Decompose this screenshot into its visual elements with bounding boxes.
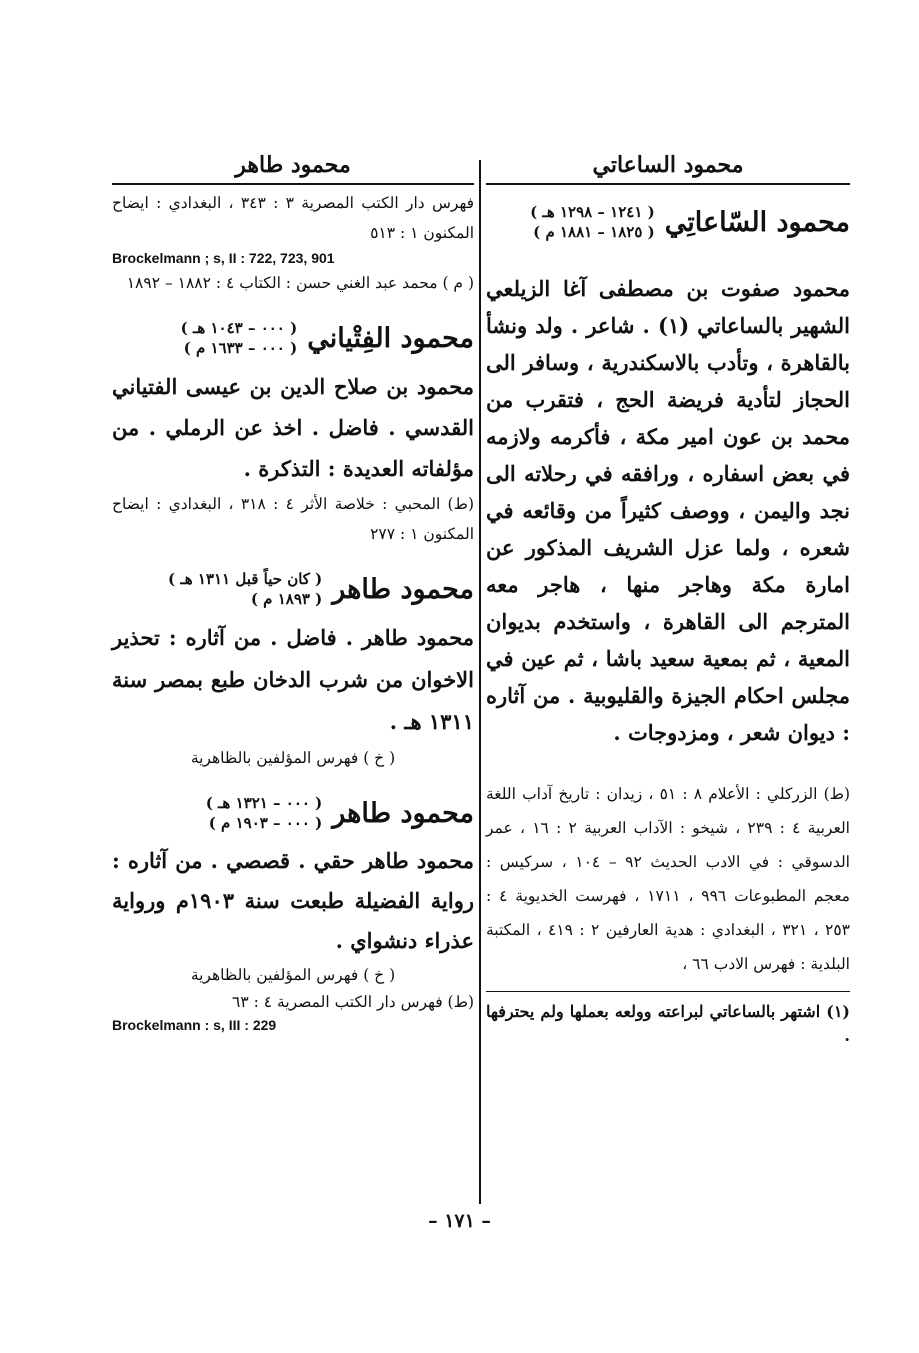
entry-heading — [112, 793, 474, 833]
entry-sources: (ط) الزركلي : الأعلام ٨ : ٥١ ، زيدان : تاريخ آداب اللغة العربية ٤ : ٢٣٩ ، شيخو : الآداب العربية ٢ : ١٦ ، عمر الدسوقي : في الادب الحديث ٩٢ – ١٠٤ ، سركيس : معجم المطبوعات ٩٩٦ ، ١٧١١ ، فهرست الخديوية ٤ : ٢٥٣ ، ٣٢١ ، البغدادي : هدية العارفين ٢ : ٤١٩ ، المكتبة البلدية : فهرس الادب ٦٦ ، — [486, 785, 850, 973]
entry-heading — [486, 202, 850, 242]
entry-dates — [206, 793, 323, 833]
entry-biography: محمود طاهر حقي . قصصي . من آثاره : رواية الفضيلة طبعت سنة ١٩٠٣م ورواية عذراء دنشواي . — [112, 848, 474, 953]
footnote: (١) اشتهر بالساعاتي لبراعته وولعه بعملها ولم يحترفها . — [486, 1002, 850, 1045]
continued-sources-2: ( م ) محمد عبد الغني حسن : الكتاب ٤ : ١٨٨٢ – ١٨٩٢ — [126, 274, 474, 292]
entry-heading — [112, 318, 474, 358]
entry-dates — [530, 202, 655, 242]
dates-hijri: ( كان حياً قبل ١٣١١ هـ ) — [168, 570, 323, 588]
dates-gregorian: ( ١٨٢٥ – ١٨٨١ م ) — [533, 223, 655, 241]
entry-dates — [168, 569, 322, 609]
entry-sources: ( خ ) فهرس المؤلفين بالظاهرية — [190, 749, 396, 767]
continued-latin-reference: Brockelmann ; s, II : 722, 723, 901 — [112, 250, 335, 266]
dates-gregorian: ( ١٨٩٣ م ) — [250, 590, 323, 608]
running-head-left: محمود طاهر — [235, 152, 351, 178]
left-column — [112, 148, 474, 1035]
continued-sources: فهرس دار الكتب المصرية ٣ : ٣٤٣ ، البغدادي : ايضاح المكنون ١ : ٥١٣ — [112, 194, 474, 242]
entry-biography: محمود بن صلاح الدين بن عيسى الفتياني القدسي . فاضل . اخذ عن الرملي . من مؤلفاته العديدة : التذكرة . — [112, 374, 474, 481]
entry-name: محمود السّاعاتِي — [664, 206, 850, 238]
entry-sources: ( خ ) فهرس المؤلفين بالظاهرية — [190, 966, 396, 984]
running-head-right: محمود الساعاتي — [592, 152, 744, 178]
entry-name: محمود الفِتْياني — [307, 322, 474, 354]
dates-hijri: ( ٠٠٠ – ١٣٢١ هـ ) — [205, 794, 323, 812]
dates-gregorian: ( ٠٠٠ – ١٩٠٣ م ) — [208, 814, 323, 832]
entry-sources-2: (ط) فهرس دار الكتب المصرية ٤ : ٦٣ — [232, 993, 474, 1011]
dates-hijri: ( ٠٠٠ – ١٠٤٣ هـ ) — [180, 319, 298, 337]
footnote-rule — [486, 991, 850, 992]
entry-name: محمود طاهر — [332, 573, 474, 605]
entry-biography: محمود طاهر . فاضل . من آثاره : تحذير الاخوان من شرب الدخان طبع بمصر سنة ١٣١١ هـ . — [112, 625, 474, 734]
entry-latin-reference: Brockelmann : s, III : 229 — [112, 1017, 277, 1033]
entry-sources: (ط) المحبي : خلاصة الأثر ٤ : ٣١٨ ، البغدادي : ايضاح المكنون ١ : ٢٧٧ — [112, 495, 474, 543]
column-divider — [479, 160, 481, 1204]
entry-biography: محمود صفوت بن مصطفى آغا الزيلعي الشهير بالساعاتي (١) . شاعر . ولد ونشأ بالقاهرة ، وتأدب بالاسكندرية ، وسافر الى الحجاز لتأدية فريضة الحج ، فتقرب من محمد بن عون امير مكة ، فأكرمه ولازمه في بعض اسفاره ، ورافقه في رحلاته الى نجد واليمن ، ووصف كثيراً من وقائعه في شعره ، ولما عزل الشريف المذكور عن امارة مكة وهاجر منها ، هاجر معه المترجم الى القاهرة ، واستخدم بديوان المعية ، ثم بمعية سعيد باشا ، ثم عين في مجلس احكام الجيزة والقليوبية . من آثاره : ديوان شعر ، ومزدوجات . — [486, 276, 851, 745]
entry-heading — [112, 569, 474, 609]
entry-name: محمود طاهر — [332, 797, 474, 829]
right-column — [486, 148, 850, 1048]
page-number: – ١٧١ – — [428, 1210, 491, 1232]
dates-gregorian: ( ٠٠٠ – ١٦٣٣ م ) — [183, 339, 298, 357]
dates-hijri: ( ١٢٤١ – ١٢٩٨ هـ ) — [530, 203, 655, 221]
entry-dates — [181, 318, 298, 358]
